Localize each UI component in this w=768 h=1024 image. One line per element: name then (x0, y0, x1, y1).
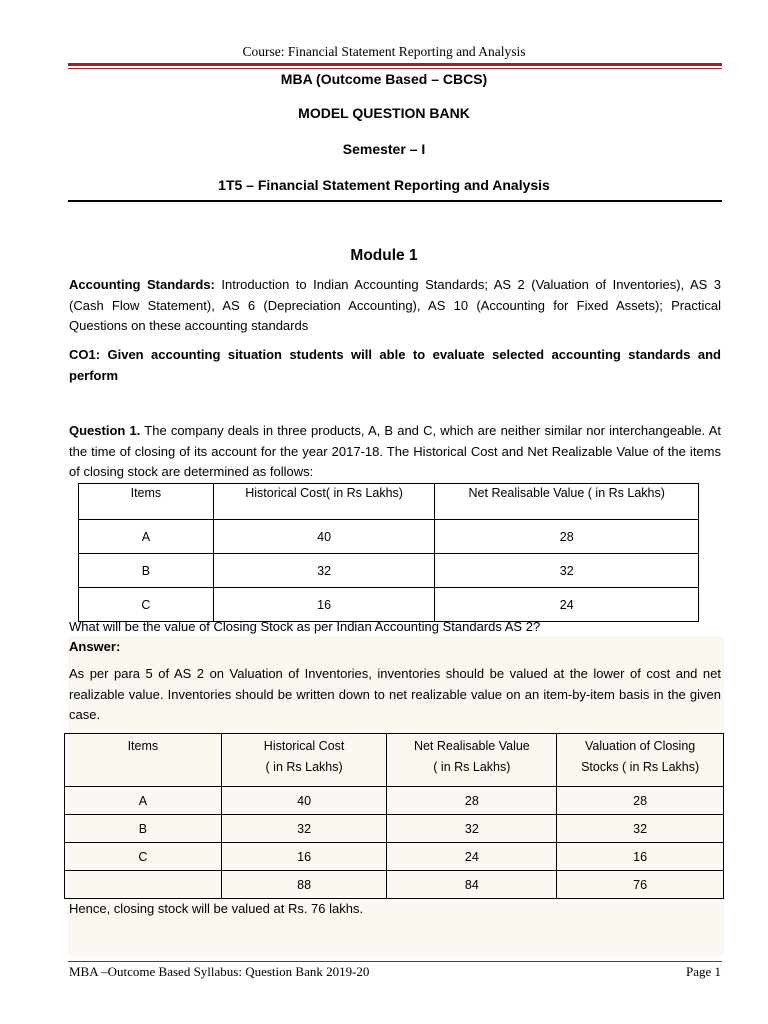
table-header-cell (557, 734, 724, 787)
header-line: ( in Rs Lakhs) (433, 760, 511, 774)
question-paragraph (69, 421, 721, 483)
co1-paragraph: CO1: Given accounting situation students will able to evaluate selected accounting standards and perform (69, 347, 721, 383)
header-line: Net Realisable Value (413, 739, 530, 753)
footer-rule (68, 961, 722, 962)
header-rule-thin (68, 68, 722, 69)
table-row (65, 787, 724, 815)
semester-title: Semester – I (342, 141, 426, 157)
table-cell: 28 (387, 787, 557, 815)
table-cell: 16 (213, 588, 435, 622)
table-header-cell (387, 734, 557, 787)
table-total-row (65, 871, 724, 899)
table-cell: A (65, 787, 222, 815)
table-header-cell: Historical Cost( in Rs Lakhs) (213, 484, 435, 520)
header-line: Valuation of Closing (584, 739, 696, 753)
footer-syllabus: MBA –Outcome Based Syllabus: Question Bank 2019-20 (69, 964, 370, 979)
question-prompt: What will be the value of Closing Stock as per Indian Accounting Standards AS 2? (69, 619, 541, 634)
header-line: Stocks ( in Rs Lakhs) (581, 760, 700, 774)
standards-label: Accounting Standards: (69, 277, 215, 292)
table-cell: 76 (557, 871, 724, 899)
table-cell: A (79, 520, 214, 554)
table-header-cell: Items (79, 484, 214, 520)
table-cell: 32 (213, 554, 435, 588)
header-line: ( in Rs Lakhs) (265, 760, 343, 774)
question-text: The company deals in three products, A, B and C, which are neither similar nor interchangeable. At the time of closing of its account for the year 2017-18. The Historical Cost and Net Realizable Value of the items of closing stock are determined as follows: (69, 423, 721, 479)
table-cell: 32 (387, 815, 557, 843)
standards-paragraph (69, 275, 721, 337)
table-header-row (79, 484, 699, 520)
table-cell: 88 (221, 871, 387, 899)
table-row (79, 520, 699, 554)
table-cell: 84 (387, 871, 557, 899)
answer-conclusion: Hence, closing stock will be valued at Rs. 76 lakhs. (69, 901, 364, 916)
course-header: Course: Financial Statement Reporting and Analysis (242, 44, 526, 59)
module-title: Module 1 (350, 247, 418, 264)
header-line: Historical Cost (263, 739, 345, 753)
table-cell: 40 (213, 520, 435, 554)
header-line: Items (127, 739, 159, 753)
table-cell: 28 (557, 787, 724, 815)
table-cell: 16 (557, 843, 724, 871)
table-cell: 40 (221, 787, 387, 815)
table-cell: C (65, 843, 222, 871)
table-row (65, 815, 724, 843)
table-cell: 32 (435, 554, 699, 588)
table-cell: 32 (557, 815, 724, 843)
header-rule-thick (68, 63, 722, 66)
table-cell: 24 (435, 588, 699, 622)
answer-label: Answer: (69, 639, 121, 654)
table-header-cell (65, 734, 222, 787)
table-row (65, 843, 724, 871)
subject-title: 1T5 – Financial Statement Reporting and Analysis (218, 177, 550, 193)
page-number: Page 1 (685, 964, 721, 979)
table-row (79, 554, 699, 588)
table-cell: B (65, 815, 222, 843)
table-cell: B (79, 554, 214, 588)
answer-table (64, 733, 724, 899)
answer-paragraph: As per para 5 of AS 2 on Valuation of Inventories, inventories should be valued at the lower of cost and net realizable value. Inventories should be written down to net realizable value on an item-by-item basis in the given case. (69, 666, 721, 722)
table-header-cell: Net Realisable Value ( in Rs Lakhs) (435, 484, 699, 520)
standards-text: Introduction to Indian Accounting Standards; AS 2 (Valuation of Inventories), AS 3 (Cash Flow Statement), AS 6 (Depreciation Accounting), AS 10 (Accounting for Fixed Assets); Practical Questions on these accounting standards (69, 277, 722, 333)
program-title: MBA (Outcome Based – CBCS) (280, 71, 488, 87)
table-cell: C (79, 588, 214, 622)
table-cell: 24 (387, 843, 557, 871)
doc-type-title: MODEL QUESTION BANK (298, 105, 470, 121)
table-cell: 28 (435, 520, 699, 554)
question-table (78, 483, 699, 622)
table-cell: 16 (221, 843, 387, 871)
table-cell (65, 871, 222, 899)
table-header-cell (221, 734, 387, 787)
table-header-row (65, 734, 724, 787)
title-rule (68, 200, 722, 202)
table-cell: 32 (221, 815, 387, 843)
question-label: Question 1. (69, 423, 141, 438)
